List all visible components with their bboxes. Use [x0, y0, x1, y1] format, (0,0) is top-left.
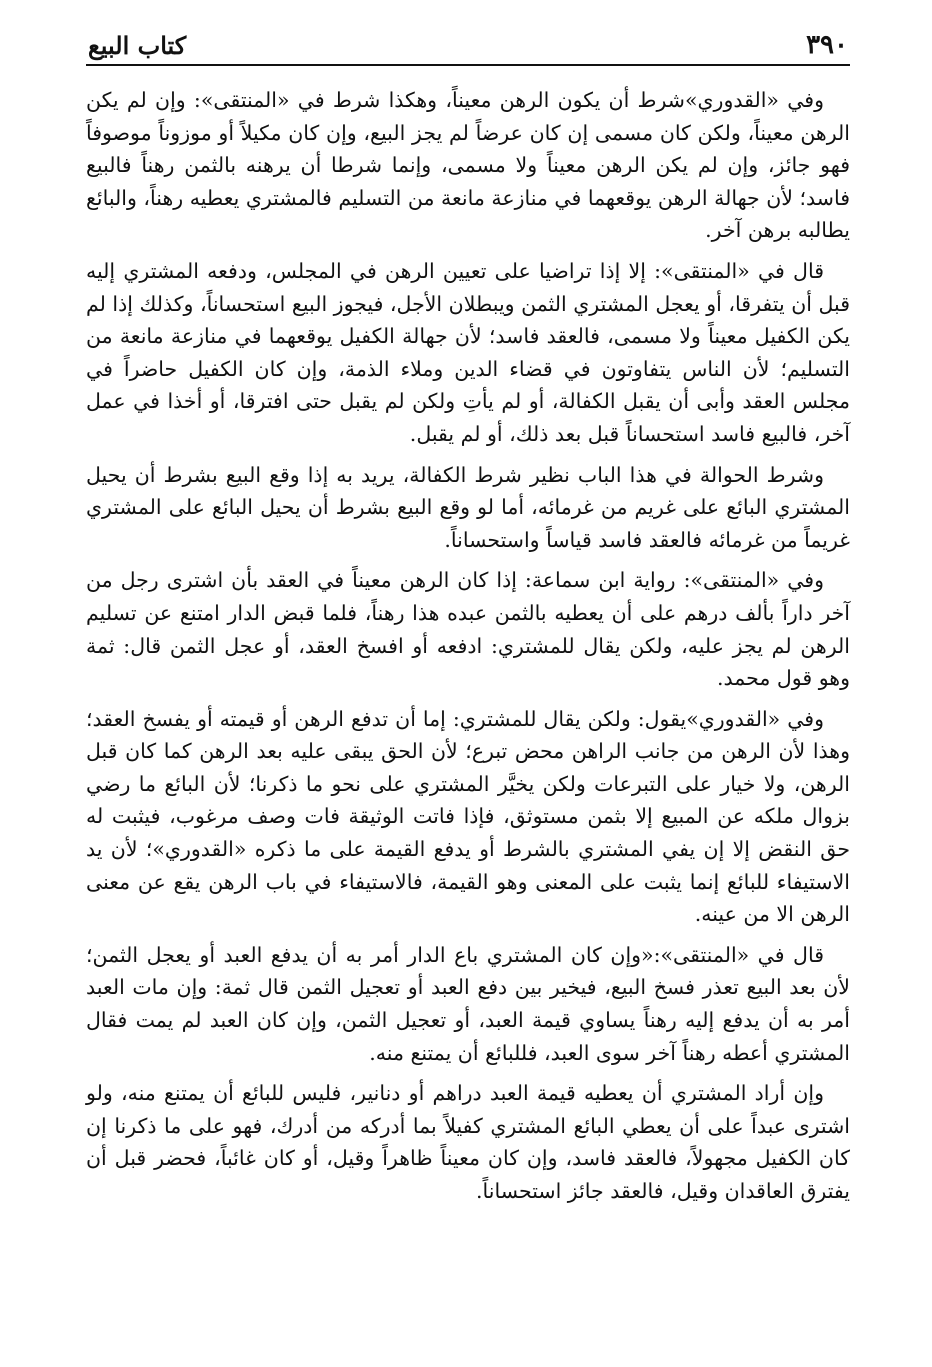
book-title: كتاب البيع: [88, 31, 187, 60]
paragraph: قال في «المنتقى»: إلا إذا تراضيا على تعيين الرهن في المجلس، ودفعه المشتري إليه قبل أن يتفرقا، أو يعجل المشتري الثمن ويبطلان الأجل، فيجوز البيع استحساناً، وكذلك إذا لم يكن الكفيل معيناً ولا مسمى، فالعقد فاسد؛ لأن جهالة الكفيل يوقعهما في منازعة مانعة من التسليم؛ لأن الناس يتفاوتون في قضاء الدين وملاء الذمة، وإن كان الكفيل حاضراً في مجلس العقد وأبى أن يقبل الكفالة، أو لم يأتِ ولكن لم يقبل حتى افترقا، أو أخذا في عمل آخر، فالبيع فاسد استحساناً قبل بعد ذلك، أو لم يقبل.: [86, 258, 850, 446]
paragraph: قال في «المنتقى»:«وإن كان المشتري باع الدار أمر به أن يدفع العبد أو يعجل الثمن؛ لأن بعد البيع تعذر فسخ البيع، فيخير بين دفع العبد أو تعجيل الثمن قال ثمة: وإن مات العبد أمر به أن يدفع إليه رهناً يساوي قيمة العبد، أو تعجيل الثمن، وإن كان العبد لم يمت فقال المشتري أعطه رهناً آخر سوى العبد، فللبائع أن يمتنع منه.: [86, 942, 850, 1065]
paragraph: وفي «المنتقى»: رواية ابن سماعة: إذا كان الرهن معيناً في العقد بأن اشترى رجل من آخر داراً بألف درهم على أن يعطيه بالثمن عبده هذا رهناً، فلما قبض الدار امتنع عن تسليم الرهن لم يجز عليه، ولكن يقال للمشتري: ادفعه أو افسخ العقد، أو عجل الثمن قال: ثمة وهو قول محمد.: [86, 568, 850, 691]
paragraph: وفي «القدوري»يقول: ولكن يقال للمشتري: إما أن تدفع الرهن أو قيمته أو يفسخ العقد؛ وهذا لأن الرهن من جانب الراهن محض تبرع؛ لأن الحق يبقى عليه بعد الرهن كما كان قبل الرهن، ولا خيار على التبرعات ولكن يخيَّر المشتري على نحو ما ذكرنا؛ لأن البائع ما رضي بزوال ملكه عن المبيع إلا بثمن مستوثق، فإذا فاتت الوثيقة فات وصف مرغوب، فيثبت له حق النقض إلا إن يفي المشتري بالشرط أو يدفع القيمة على ما ذكره «القدوري»؛ لأن يد الاستيفاء للبائع إنما يثبت على المعنى وهو القيمة، فالاستيفاء في باب الرهن يقع عن معنى الرهن الا من عينه.: [86, 706, 850, 927]
paragraph: وفي «القدوري»شرط أن يكون الرهن معيناً، وهكذا شرط في «المنتقى»: وإن لم يكن الرهن معيناً، ولكن كان مسمى إن كان عرضاً لم يجز البيع، وإن كان مكيلاً أو موزوناً موصوفاً فهو جائز، وإن لم يكن الرهن معيناً ولا مسمى، وإنما شرطا أن يرهنه بالثمن رهناً فالبيع فاسد؛ لأن جهالة الرهن يوقعهما في منازعة مانعة من التسليم فالمشتري يعطيه رهناً، والبائع يطالبه برهن آخر.: [86, 88, 850, 243]
paragraph: وشرط الحوالة في هذا الباب نظير شرط الكفالة، يريد به إذا وقع البيع بشرط أن يحيل المشتري البائع على غريم من غرمائه، أما لو وقع البيع بشرط أن يحيل البائع على المشتري غريماً من غرمائه فالعقد فاسد قياساً واستحساناً.: [86, 462, 850, 552]
page-number: ٣٩٠: [806, 30, 848, 60]
running-header: [86, 22, 850, 66]
book-page: [86, 22, 850, 1216]
paragraph: وإن أراد المشتري أن يعطيه قيمة العبد دراهم أو دنانير، فليس للبائع أن يمتنع منه، ولو اشترى عبداً على أن يعطي البائع المشتري كفيلاً بما أدركه من أدرك، فهو على ما ذكرنا إن كان الكفيل مجهولاً، فالعقد فاسد، وإن كان معيناً ظاهراً وقيل، أو كان غائباً، فحضر قبل أن يفترق العاقدان وقيل، فالعقد جائز استحساناً.: [86, 1081, 850, 1203]
body-text: [86, 84, 850, 1208]
